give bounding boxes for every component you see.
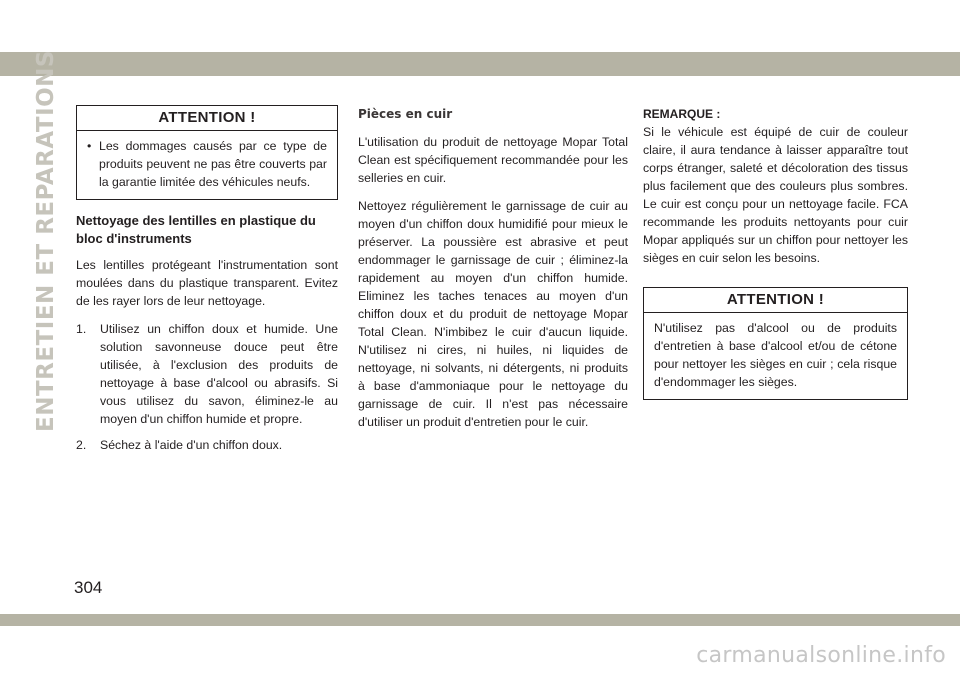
- watermark: carmanualsonline.info: [696, 643, 946, 668]
- leather-heading: Pièces en cuir: [358, 107, 453, 121]
- leather-paragraph-1: L'utilisation du produit de nettoyage Mopar Total Clean est spécifiquement recommandée pour les selleries en cuir.: [358, 135, 628, 185]
- step-item: 1. Utilisez un chiffon doux et humide. Une solution savonneuse douce peut être utilisée, à l'exclusion des produits de nettoyage à base d'alcool ou abrasifs. Si vous utilisez du savon, éliminez-le au moyen d'un chiffon humide et propre.: [76, 322, 338, 426]
- attention-title: ATTENTION !: [77, 106, 337, 131]
- leather-paragraph-2: Nettoyez régulièrement le garnissage de cuir au moyen d'un chiffon doux humidifié pour mieux le préserver. La poussière est abrasive et peut endommager le garnissage de cuir ; éliminez-la rapidement au moyen d'un chiffon humide. Eliminez les taches tenaces au moyen d'un chiffon doux et du produit de nettoyage Mopar Total Clean. N'imbibez le cuir d'aucun liquide. N'utilisez ni cires, ni huiles, ni liquides de nettoyage, ni solvants, ni détergents, ni produits à base d'ammoniaque pour le nettoyage du garnissage de cuir. Il n'est pas nécessaire d'utiliser un produit d'entretien pour le cuir.: [358, 199, 628, 429]
- page-number: 304: [74, 578, 103, 597]
- attention-box-1: [76, 105, 338, 200]
- lens-cleaning-heading: Nettoyage des lentilles en plastique du bloc d'instruments: [76, 213, 316, 246]
- attention-box-2: [643, 287, 908, 400]
- remark-label: REMARQUE :: [643, 107, 721, 121]
- side-section-title: ENTRETIEN ET REPARATIONS: [33, 50, 59, 432]
- column-left: [76, 105, 338, 462]
- bottom-bar: [0, 614, 960, 626]
- bullet-icon: •: [87, 139, 92, 153]
- column-right: [643, 105, 908, 412]
- lens-intro-paragraph: Les lentilles protégeant l'instrumentation sont moulées dans du plastique transparent. Evitez de les rayer lors de leur nettoyage.: [76, 258, 338, 308]
- step-item: 2. Séchez à l'aide d'un chiffon doux.: [76, 438, 283, 452]
- attention-title: ATTENTION !: [644, 288, 907, 313]
- top-bar: [0, 52, 960, 76]
- attention-bullet: • Les dommages causés par ce type de produits peuvent ne pas être couverts par la garantie limitée des véhicules neufs.: [87, 139, 327, 189]
- remark-paragraph: Si le véhicule est équipé de cuir de couleur claire, il aura tendance à laisser apparaître tout corps étranger, saleté et décoloration des tissus plus facilement que des couleurs plus sombres. Le cuir est conçu pour un nettoyage facile. FCA recommande les produits nettoyants pour cuir Mopar appliqués sur un chiffon pour nettoyer les sièges en cuir selon les besoins.: [643, 125, 908, 265]
- attention-text: N'utilisez pas d'alcool ou de produits d'entretien à base d'alcool et/ou de cétone pour nettoyer les sièges en cuir ; cela risque d'endommager les sièges.: [654, 321, 897, 389]
- column-middle: [358, 105, 628, 431]
